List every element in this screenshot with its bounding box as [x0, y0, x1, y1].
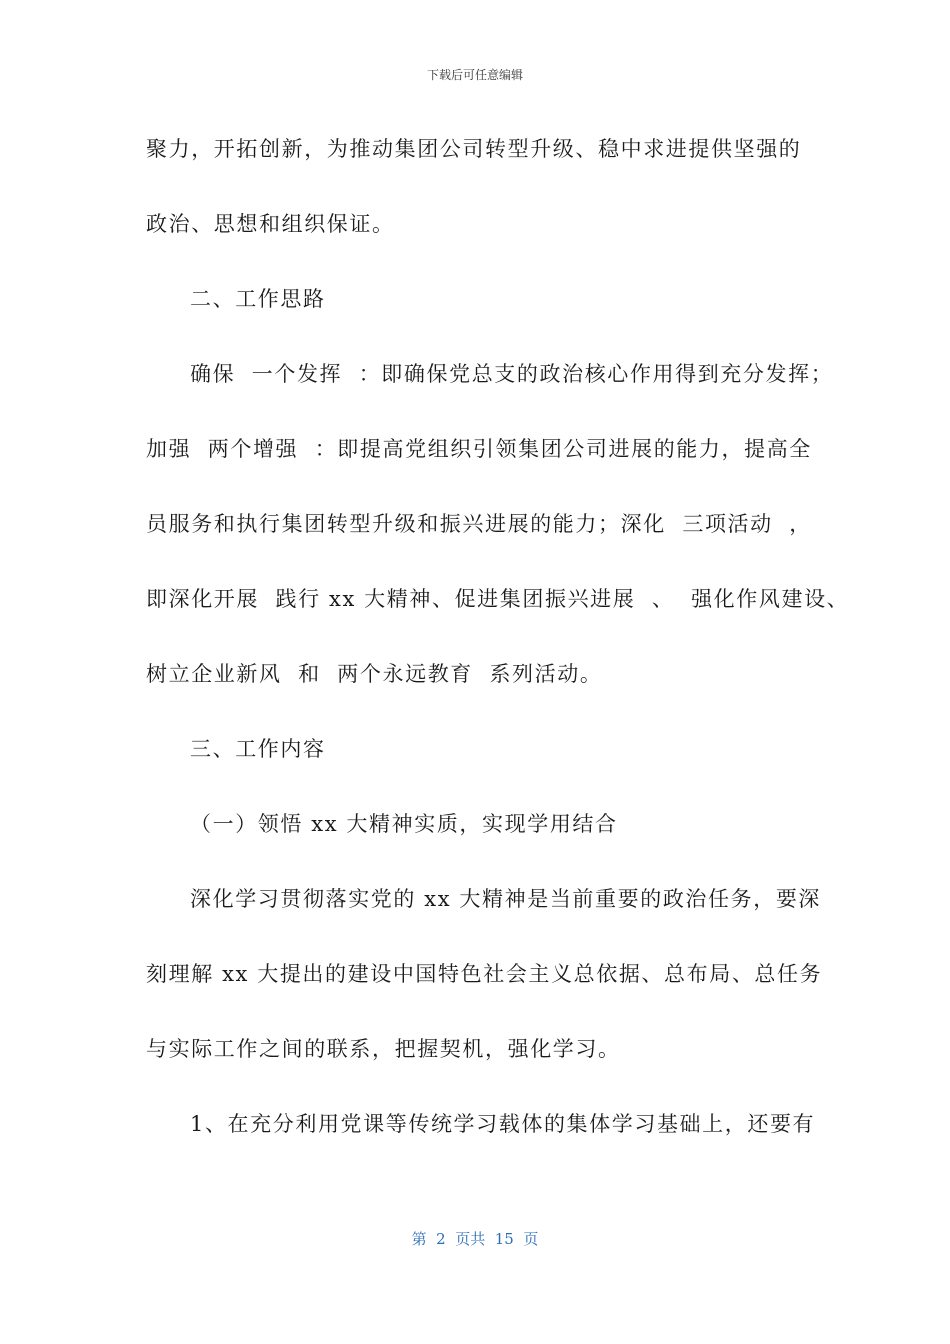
page-header: 下载后可任意编辑 [426, 68, 523, 82]
paragraph-line: 1、在充分利用党课等传统学习载体的集体学习基础上，还要有 [190, 1112, 816, 1136]
paragraph-line: 政治、思想和组织保证。 [146, 212, 395, 236]
paragraph-line: 树立企业新风 和 两个永远教育 系列活动。 [146, 662, 603, 686]
paragraph-line: 深化学习贯彻落实党的 xx 大精神是当前重要的政治任务，要深 [190, 887, 822, 911]
paragraph-line: 员服务和执行集团转型升级和振兴进展的能力；深化 三项活动 ， [146, 512, 812, 536]
subsection-heading: （一）领悟 xx 大精神实质，实现学用结合 [190, 812, 618, 836]
paragraph-line: 刻理解 xx 大提出的建设中国特色社会主义总依据、总布局、总任务 [146, 962, 823, 986]
page-number-footer: 第 2 页共 15 页 [411, 1230, 539, 1248]
paragraph-line: 确保 一个发挥 ：即确保党总支的政治核心作用得到充分发挥； [190, 362, 834, 386]
section-heading-work-approach: 二、工作思路 [190, 287, 326, 311]
paragraph-line: 聚力，开拓创新，为推动集团公司转型升级、稳中求进提供坚强的 [146, 137, 802, 161]
section-heading-work-content: 三、工作内容 [190, 737, 326, 761]
paragraph-line: 加强 两个增强 ：即提高党组织引领集团公司进展的能力，提高全 [146, 437, 812, 461]
paragraph-line: 即深化开展 践行 xx 大精神、促进集团振兴进展 、 强化作风建设、 [146, 587, 850, 611]
paragraph-line: 与实际工作之间的联系，把握契机，强化学习。 [146, 1037, 621, 1061]
